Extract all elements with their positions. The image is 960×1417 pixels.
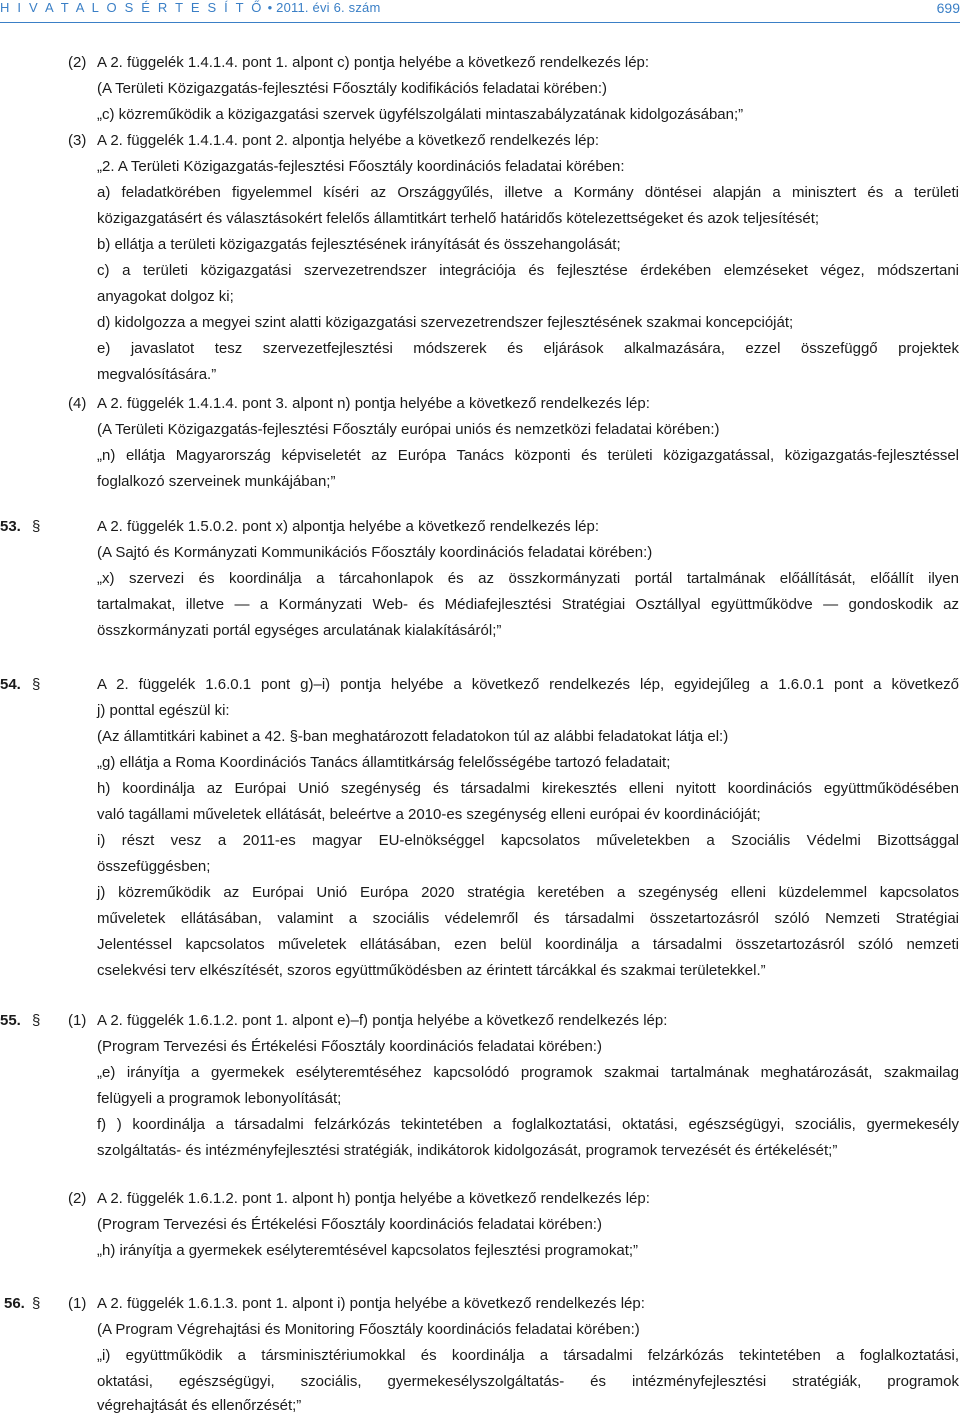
text-line: Jelentéssel kapcsolatos műveletek ellátásában, ezen belül koordinálja a társadalmi összetartozásról szóló nemzeti	[97, 936, 959, 953]
subsection-56-1: (1)	[68, 1295, 87, 1312]
text-line: anyagokat dolgoz ki;	[97, 288, 234, 305]
section-symbol: §	[32, 1012, 41, 1029]
text-line: A 2. függelék 1.6.1.3. pont 1. alpont i) pontja helyébe a következő rendelkezés lép:	[97, 1295, 645, 1312]
publication-title	[0, 0, 381, 15]
text-line: foglalkozó szerveinek munkájában;”	[97, 473, 336, 490]
text-line: (A Program Végrehajtási és Monitoring Főosztály koordinációs feladatai körében:)	[97, 1321, 640, 1338]
text-line: cselekvési terv elkészítését, szoros együttműködésben az érintett tárcákkal és szakmai területekkel.”	[97, 962, 766, 979]
text-line: műveletek ellátásában, valamint a szociális védelemről és társadalmi összetartozásról szóló Nemzeti Stratégiai	[97, 910, 959, 927]
text-line: (A Sajtó és Kormányzati Kommunikációs Főosztály koordinációs feladatai körében:)	[97, 544, 653, 561]
text-line: felügyeli a programok lebonyolítását;	[97, 1090, 342, 1107]
text-line: j) ponttal egészül ki:	[97, 702, 230, 719]
text-line: (Az államtitkári kabinet a 42. §-ban meghatározott feladatokon túl az alábbi feladatokat látja el:)	[97, 728, 729, 745]
text-line: e) javaslatot tesz szervezetfejlesztési módszerek és eljárások alkalmazására, ezzel összefüggő projektek	[97, 340, 959, 357]
text-line: d) kidolgozza a megyei szint alatti közigazgatási szervezetrendszer fejlesztésének szakmai koncepcióját;	[97, 314, 794, 331]
text-line: tartalmakat, illetve — a Kormányzati Web- és Médiafejlesztési Stratégiai Osztállyal együttműködve — gondoskodik az	[97, 596, 959, 613]
subsection-2: (2)	[68, 54, 87, 71]
text-line: „c) közreműködik a közigazgatási szervek ügyfélszolgálati mintaszabályzatának kidolgozásában;”	[97, 106, 744, 123]
text-line: f) ) koordinálja a társadalmi felzárkózás tekintetében a foglalkoztatási, oktatási, egészségügyi, szociális, gyermekesély	[97, 1116, 959, 1133]
text-line: „e) irányítja a gyermekek esélyteremtéséhez kapcsolódó programok szakmai tartalmának meghatározását, szakmailag	[97, 1064, 959, 1081]
text-line: (Program Tervezési és Értékelési Főosztály koordinációs feladatai körében:)	[97, 1038, 602, 1055]
issue-label: 2011. évi 6. szám	[276, 0, 381, 15]
section-54: 54.	[0, 676, 21, 693]
running-header	[0, 0, 960, 23]
text-line: összkormányzati portál egységes arculatának kialakításáról;”	[97, 622, 502, 639]
text-line: „h) irányítja a gyermekek esélyteremtésével kapcsolatos fejlesztési programokat;”	[97, 1242, 639, 1259]
page-number: 699	[936, 0, 960, 16]
section-55: 55.	[0, 1012, 21, 1029]
subsection-4: (4)	[68, 395, 87, 412]
text-line: A 2. függelék 1.4.1.4. pont 1. alpont c) pontja helyébe a következő rendelkezés lép:	[97, 54, 650, 71]
section-53: 53.	[0, 518, 21, 535]
text-line: közigazgatásért és választásokért felelős államtitkárt terhelő határidős kötelezettségeket és azok teljesítését;	[97, 210, 820, 227]
text-line: b) ellátja a területi közigazgatás fejlesztésének irányítását és összehangolását;	[97, 236, 621, 253]
text-line: megvalósítására.”	[97, 366, 217, 383]
text-line: „2. A Területi Közigazgatás-fejlesztési Főosztály koordinációs feladatai körében:	[97, 158, 625, 175]
bullet-separator: •	[267, 0, 273, 15]
text-line: A 2. függelék 1.4.1.4. pont 2. alpontja helyébe a következő rendelkezés lép:	[97, 132, 600, 149]
text-line: végrehajtását és ellenőrzését;”	[97, 1397, 302, 1414]
section-symbol: §	[32, 1295, 41, 1312]
section-symbol: §	[32, 518, 41, 535]
text-line: (A Területi Közigazgatás-fejlesztési Főosztály kodifikációs feladatai körében:)	[97, 80, 607, 97]
text-line: h) koordinálja az Európai Unió szegénység és társadalmi kirekesztés elleni nyitott koordinációs együttműködésében	[97, 780, 959, 797]
text-line: A 2. függelék 1.4.1.4. pont 3. alpont n) pontja helyébe a következő rendelkezés lép:	[97, 395, 650, 412]
subsection-3: (3)	[68, 132, 87, 149]
text-line: való tagállami műveletek ellátását, beleértve a 2010-es szegénység elleni európai év koordinációját;	[97, 806, 761, 823]
text-line: szolgáltatás- és intézményfejlesztési stratégiák, indikátorok kidolgozását, programok tervezését és értékelését;”	[97, 1142, 838, 1159]
text-line: i) részt vesz a 2011-es magyar EU-elnökséggel kapcsolatos műveletekben a Szociális Védelmi Bizottsággal	[97, 832, 959, 849]
text-line: „g) ellátja a Roma Koordinációs Tanács államtitkárság felelősségébe tartozó feladatait;	[97, 754, 671, 771]
text-line: „i) együttműködik a társminisztériumokkal és koordinálja a társadalmi felzárkózás tekintetében a foglalkoztatási,	[97, 1347, 959, 1364]
section-symbol: §	[32, 676, 41, 693]
text-line: (A Területi Közigazgatás-fejlesztési Főosztály európai uniós és nemzetközi feladatai körében:)	[97, 421, 720, 438]
text-line: (Program Tervezési és Értékelési Főosztály koordinációs feladatai körében:)	[97, 1216, 602, 1233]
text-line: oktatási, egészségügyi, szociális, gyermekesélyszolgáltatás- és intézményfejlesztési stratégiák, programok	[97, 1373, 959, 1390]
section-56: 56.	[4, 1295, 25, 1312]
text-line: A 2. függelék 1.6.1.2. pont 1. alpont e)–f) pontja helyébe a következő rendelkezés lép:	[97, 1012, 668, 1029]
subsection-55-2: (2)	[68, 1190, 87, 1207]
text-line: j) közreműködik az Európai Unió Európa 2020 stratégia keretében a szegénység elleni küzdelemmel kapcsolatos	[97, 884, 959, 901]
subsection-55-1: (1)	[68, 1012, 87, 1029]
text-line: a) feladatkörében figyelemmel kíséri az Országgyűlés, illetve a Kormány döntései alapján a minisztert és a területi	[97, 184, 959, 201]
text-line: összefüggésben;	[97, 858, 211, 875]
text-line: „n) ellátja Magyarország képviseletét az Európa Tanács központi és területi közigazgatással, közigazgatás-fejlesztéssel	[97, 447, 959, 464]
text-line: A 2. függelék 1.5.0.2. pont x) alpontja helyébe a következő rendelkezés lép:	[97, 518, 600, 535]
text-line: c) a területi közigazgatási szervezetrendszer integrációja és fejlesztése érdekében elemzéseket végez, módszertani	[97, 262, 959, 279]
text-line: A 2. függelék 1.6.1.2. pont 1. alpont h) pontja helyébe a következő rendelkezés lép:	[97, 1190, 650, 1207]
text-line: „x) szervezi és koordinálja a tárcahonlapok és az összkormányzati portál tartalmának előállítását, előállít ilyen	[97, 570, 959, 587]
text-line: A 2. függelék 1.6.0.1 pont g)–i) pontja helyébe a következő rendelkezés lép, egyidejűleg a 1.6.0.1 pont a következő	[97, 676, 959, 693]
publication-name: H I V A T A L O S É R T E S Í T Ő	[0, 0, 264, 15]
